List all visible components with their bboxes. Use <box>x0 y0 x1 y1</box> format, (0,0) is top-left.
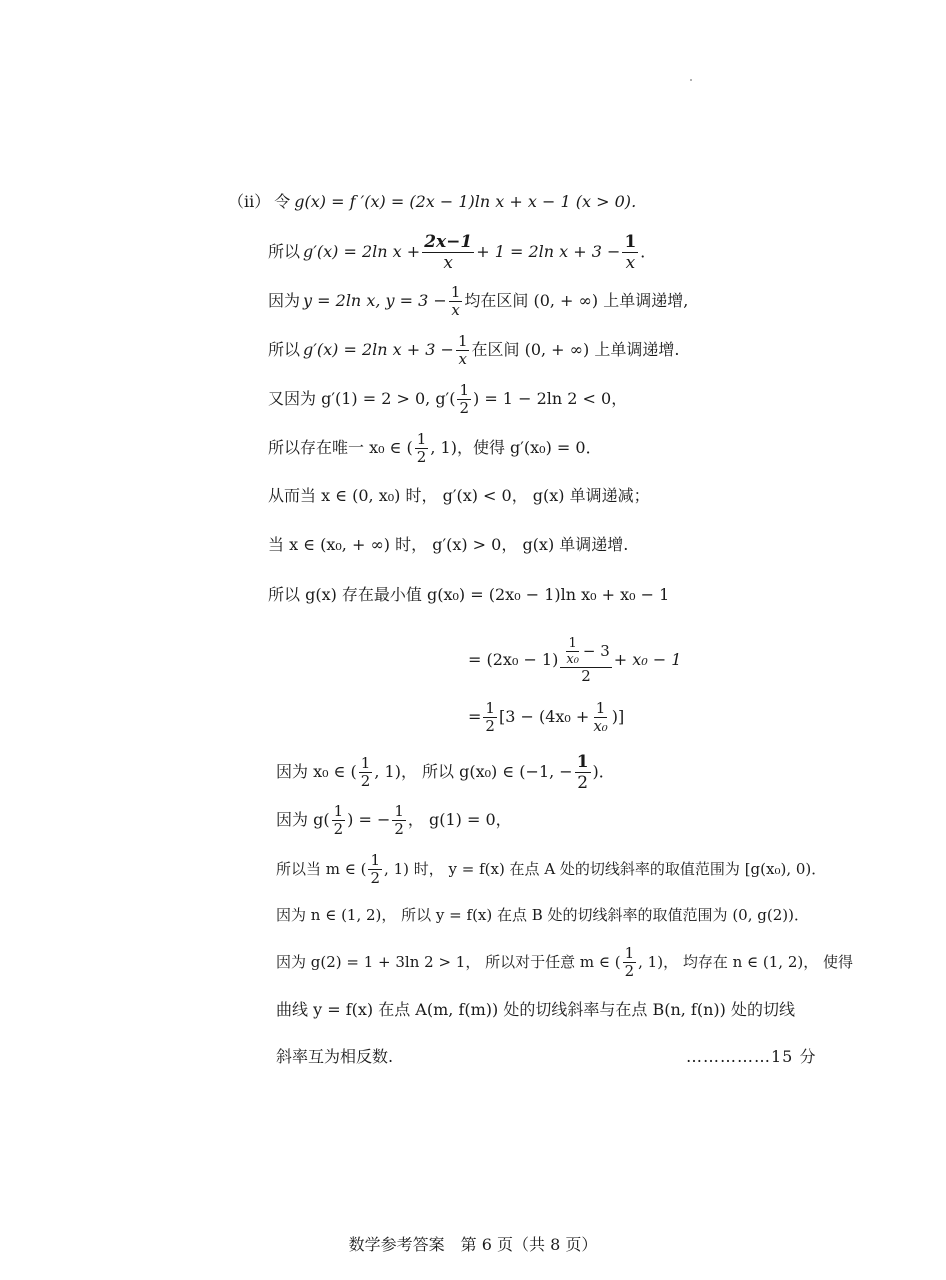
line14-fraction-num: 1 <box>370 850 381 869</box>
solution-line-7 <box>268 485 650 507</box>
line10-b: + x₀ − 1 <box>613 650 682 669</box>
solution-line-10 <box>468 628 681 692</box>
solution-line-14 <box>276 849 826 889</box>
line16-fraction-den: 2 <box>624 961 635 980</box>
line12-a: 因为 x₀ ∈ ( <box>276 762 357 781</box>
line6-fraction <box>415 431 429 466</box>
line10-inner-fraction <box>564 636 581 667</box>
line5-b: ) = 1 − 2ln 2 < 0， <box>472 389 628 408</box>
line3-prefix: 因为 <box>268 291 301 310</box>
line4-prefix: 所以 <box>268 340 301 359</box>
part-label: （ii） <box>228 192 271 211</box>
line5-a: 又因为 g′(1) = 2 > 0, g′( <box>268 389 456 408</box>
line16-a: 因为 g(2) = 1 + 3ln 2 > 1， 所以对于任意 m ∈ ( <box>276 953 621 971</box>
line10-inner-den: x₀ <box>566 651 579 667</box>
line11-b: [3 − (4x₀ + <box>498 707 590 726</box>
solution-line-12 <box>276 752 615 792</box>
line10-compound-fraction <box>560 636 611 685</box>
line2-fraction-2-num: 1 <box>624 231 637 252</box>
line6-fraction-num: 1 <box>416 429 427 448</box>
solution-line-16 <box>276 942 853 982</box>
line13-fraction-2-num: 1 <box>394 801 404 820</box>
line13-a: 因为 g( <box>276 810 330 829</box>
line11-c: )] <box>611 707 625 726</box>
line3-fraction <box>449 284 463 319</box>
line4-b: 在区间 (0, + ∞) 上单调递增. <box>471 340 680 359</box>
line5-fraction-num: 1 <box>459 380 469 399</box>
line6-a: 所以存在唯一 x₀ ∈ ( <box>268 438 413 457</box>
line10-inner-tail: − 3 <box>582 641 610 660</box>
scan-speck <box>690 79 692 81</box>
line6-fraction-den: 2 <box>416 447 427 466</box>
solution-line-1 <box>228 191 647 213</box>
line14-fraction-den: 2 <box>370 868 381 887</box>
solution-line-4 <box>268 330 679 370</box>
line12-fraction-1-num: 1 <box>360 753 371 772</box>
line14-b: , 1) 时， y = f(x) 在点 A 处的切线斜率的取值范围为 [g(x₀), 0)． <box>384 860 827 878</box>
line2-fraction-1 <box>422 232 474 273</box>
line6-b: , 1)，使得 g′(x₀) = 0． <box>430 438 602 457</box>
line12-fraction-2-den: 2 <box>577 772 589 793</box>
solution-line-17 <box>276 999 795 1021</box>
line13-fraction-2-den: 2 <box>394 819 404 838</box>
line13-fraction-2 <box>392 803 406 838</box>
solution-line-18 <box>276 1046 393 1068</box>
solution-line-3 <box>268 281 688 321</box>
line11-fraction-1-den: 2 <box>485 716 495 735</box>
line4-fraction-num: 1 <box>457 331 468 350</box>
solution-line-5 <box>268 379 627 419</box>
solution-line-15 <box>276 904 809 926</box>
line1-prefix: 令 <box>274 192 291 211</box>
line11-fraction-2-den: x₀ <box>593 716 608 735</box>
line2-fraction-2-den: x <box>625 252 636 273</box>
line10-a: = (2x₀ − 1) <box>468 650 559 669</box>
line18-text: 斜率互为相反数. <box>276 1047 394 1066</box>
line11-fraction-1 <box>483 700 497 735</box>
line12-fraction-1-den: 2 <box>360 771 371 790</box>
line12-fraction-2-num: 1 <box>576 751 589 772</box>
line9-text: 所以 g(x) 存在最小值 g(x₀) = (2x₀ − 1)ln x₀ + x₀ − 1 <box>268 585 670 604</box>
line11-fraction-2-num: 1 <box>595 698 606 717</box>
line2-a: g′(x) = 2ln x + <box>303 242 421 261</box>
solution-line-9 <box>268 584 669 606</box>
line14-a: 所以当 m ∈ ( <box>276 860 367 878</box>
line2-fraction-1-den: x <box>443 252 453 273</box>
line16-b: , 1)， 均存在 n ∈ (1, 2)， 使得 <box>638 953 854 971</box>
line2-prefix: 所以 <box>268 242 301 261</box>
line4-fraction <box>456 333 470 368</box>
solution-line-8 <box>268 534 628 556</box>
solution-line-13 <box>276 800 512 840</box>
line3-b: 均在区间 (0, + ∞) 上单调递增, <box>464 291 689 310</box>
solution-line-11 <box>468 697 624 737</box>
line10-compound-num <box>560 636 611 668</box>
line10-compound-den: 2 <box>581 666 591 685</box>
line7-text: 从而当 x ∈ (0, x₀) 时， g′(x) < 0， g(x) 单调递减； <box>268 486 650 505</box>
line16-fraction <box>623 945 637 980</box>
line11-fraction-2 <box>591 700 609 735</box>
line2-b: + 1 = 2ln x + 3 − <box>476 242 621 261</box>
line4-fraction-den: x <box>458 349 467 368</box>
line14-fraction <box>368 852 382 887</box>
line4-a: g′(x) = 2ln x + 3 − <box>303 340 454 359</box>
solution-line-6 <box>268 428 602 468</box>
solution-line-2 <box>268 232 656 272</box>
line11-a: = <box>468 707 482 726</box>
line12-fraction-1 <box>359 755 373 790</box>
line2-fraction-2 <box>622 232 638 273</box>
line12-fraction-2 <box>575 752 591 793</box>
line5-fraction <box>457 382 471 417</box>
page-footer: 数学参考答案 第 6 页（共 8 页） <box>348 1235 598 1254</box>
line5-fraction-den: 2 <box>459 398 469 417</box>
line15-text: 因为 n ∈ (1, 2)， 所以 y = f(x) 在点 B 处的切线斜率的取值范围为 (0, g(2))． <box>276 906 809 924</box>
line13-fraction-1 <box>332 803 346 838</box>
line11-fraction-1-num: 1 <box>485 698 495 717</box>
line2-fraction-1-num: 2x−1 <box>424 231 473 252</box>
line12-b: , 1)， 所以 g(x₀) ∈ (−1, − <box>374 762 573 781</box>
line16-fraction-num: 1 <box>624 943 635 962</box>
line10-inner-num: 1 <box>568 635 577 651</box>
line1-math: g(x) = f ′(x) = (2x − 1)ln x + x − 1 (x > 0)． <box>294 192 648 211</box>
line12-c: )． <box>592 762 615 781</box>
line13-c: ， g(1) = 0， <box>407 810 512 829</box>
line2-end: ． <box>640 242 657 261</box>
line17-text: 曲线 y = f(x) 在点 A(m, f(m)) 处的切线斜率与在点 B(n, f(n)) 处的切线 <box>276 1000 795 1019</box>
score-text: ……………15 分 <box>686 1047 817 1066</box>
line8-text: 当 x ∈ (x₀, + ∞) 时， g′(x) > 0， g(x) 单调递增. <box>268 535 629 554</box>
line3-a: y = 2ln x, y = 3 − <box>303 291 447 310</box>
score-marker <box>686 1046 816 1068</box>
line3-fraction-den: x <box>451 300 460 319</box>
line13-fraction-1-den: 2 <box>333 819 344 838</box>
line13-fraction-1-num: 1 <box>333 801 344 820</box>
line13-b: ) = − <box>347 810 391 829</box>
line3-fraction-num: 1 <box>450 282 461 301</box>
